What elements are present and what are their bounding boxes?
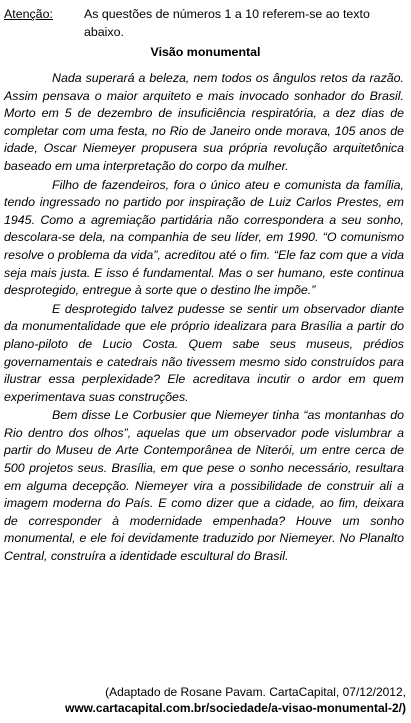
paragraph-1: Nada superará a beleza, nem todos os ângulos retos da razão. Assim pensava o maior arquiteto e mais invocado sonhador do Brasil. Morto em 5 de dezembro de insuficiência respiratória, a dez dias de completar com uma festa, no Rio de Janeiro onde morava, 105 anos de idade, Oscar Niemeyer propusera sua própria revolução arquitetônica baseado em uma interpretação do corpo da mulher. bbox=[4, 71, 404, 173]
article-title: Visão monumental bbox=[150, 45, 261, 59]
paragraph-2: Filho de fazendeiros, fora o único ateu e comunista da família, tendo ingressado no partido por inspiração de Luiz Carlos Prestes, em 1945. Como a agremiação partidária não correspondera a seu sonho, descolara-se dela, na companhia de seu líder, em 1990. “O comunismo resolve o problema da vida”, acreditou até o fim. “Ele faz com que a vida seja mais justa. E isso é fundamental. Mas o ser humano, este continua desprotegido, entregue à sorte que o destino lhe impõe.” bbox=[4, 177, 404, 298]
paragraph-4: Bem disse Le Corbusier que Niemeyer tinha “as montanhas do Rio dentro dos olhos”, aquelas que um observador pode vislumbrar a partir do Museu de Arte Contemporânea de Niterói, um entre cerca de 500 projetos seus. Brasília, em que pese o sonho necessário, resultara em alguma decepção. Niemeyer vira a possibilidade de construir ali a imagem moderna do País. E como dizer que a cidade, ao fim, deixara de corresponder à modernidade empenhada? Houve um sonho monumental, e ele foi devidamente traduzido por Niemeyer. No Planalto Central, construíra a identidade escultural do Brasil. bbox=[4, 408, 404, 564]
article-body bbox=[4, 70, 404, 567]
source-url: www.cartacapital.com.br/sociedade/a-visao-monumental-2/) bbox=[65, 701, 406, 715]
paragraph-3: E desprotegido talvez pudesse se sentir um observador diante da monumentalidade que ele próprio idealizara para Brasília a partir do plano-piloto de Lucio Costa. Quem sabe seus museus, prédios governamentais e catedrais não tivessem mesmo sido construídos para ilustrar essa perplexidade? Ele acreditava incutir o ardor em quem experimentava suas construções. bbox=[4, 301, 404, 404]
citation-text: (Adaptado de Rosane Pavam. CartaCapital, 07/12/2012, bbox=[105, 685, 406, 699]
attention-notice bbox=[4, 6, 390, 41]
attention-label: Atenção: bbox=[4, 7, 53, 21]
source-citation bbox=[20, 684, 406, 716]
attention-text: As questões de números 1 a 10 referem-se ao texto abaixo. bbox=[84, 7, 370, 39]
